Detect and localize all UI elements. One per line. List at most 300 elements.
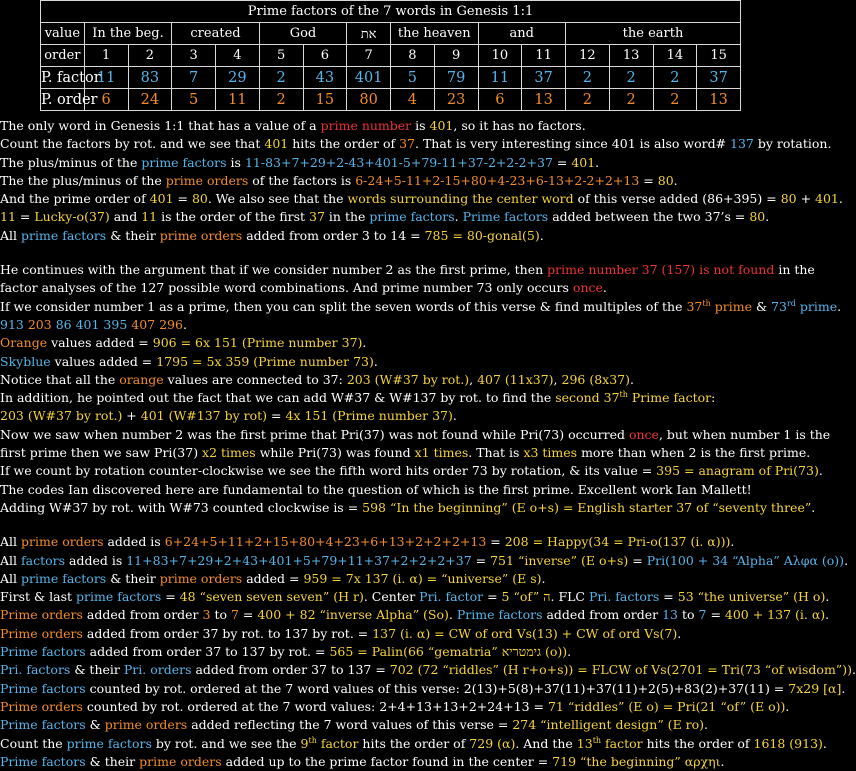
- text-segment: .: [630, 371, 634, 387]
- text-segment: of the factors is: [248, 172, 356, 188]
- text-line: [0, 154, 794, 172]
- text-segment: .: [539, 227, 544, 243]
- text-segment: .: [362, 335, 367, 351]
- text-segment: 86: [55, 316, 72, 332]
- text-segment: 13: [662, 607, 679, 623]
- text-segment: 13: [576, 735, 593, 751]
- text-segment: .: [452, 408, 457, 424]
- text-segment: 137 (i. α) = CW of ord Vs(13) + CW of ord Vs(7): [372, 625, 678, 641]
- text-segment: x3 times: [523, 445, 578, 461]
- text-segment: prime orders: [159, 227, 243, 243]
- text-segment: In addition, he pointed out the fact that we can add W#37 & W#137 by rot. to find the: [0, 390, 556, 406]
- prime-factor-cell: 7: [172, 67, 216, 89]
- text-segment: 407 (11x37): [477, 371, 554, 387]
- order-cell: 7: [347, 45, 391, 67]
- prime-factor-cell: 2: [653, 67, 697, 89]
- text-segment: Notice that all the: [0, 371, 120, 387]
- text-segment: =: [267, 408, 286, 424]
- text-segment: added between the two 37’s =: [548, 209, 750, 225]
- order-cell: 3: [172, 45, 216, 67]
- order-cell: 15: [697, 45, 741, 67]
- text-segment: Count the factors by rot. and we see that: [0, 136, 265, 152]
- text-line: [0, 426, 831, 444]
- text-segment: prime orders: [159, 570, 243, 586]
- text-segment: 1618 (913): [753, 735, 823, 751]
- text-segment: 6+24+5+11+2+15+80+4+23+6+13+2+2+2+13: [164, 534, 487, 550]
- prime-order-cell: 2: [609, 89, 653, 111]
- text-segment: prime orders: [165, 172, 249, 188]
- text-segment: 137: [730, 136, 754, 152]
- text-segment: Pri. orders: [123, 662, 192, 678]
- text-segment: Count the: [0, 735, 67, 751]
- prime-factor-row-label: P. factor: [41, 67, 85, 89]
- text-segment: words surrounding the center word: [347, 191, 574, 207]
- text-line: [0, 570, 794, 588]
- text-segment: 4x 151 (Prime number 37): [285, 408, 453, 424]
- text-segment: prime orders: [139, 753, 222, 769]
- text-segment: Pri. factors: [588, 589, 660, 605]
- text-segment: th: [592, 735, 602, 745]
- text-segment: Skyblue: [0, 353, 51, 369]
- text-segment: 7x29 [α]: [788, 680, 842, 696]
- text-segment: 53 “the universe” (H o): [677, 589, 826, 605]
- table-title: Prime factors of the 7 words in Genesis 1:1: [41, 1, 741, 23]
- prime-factor-cell: 37: [697, 67, 741, 89]
- text-segment: and: [109, 209, 142, 225]
- text-line: [0, 499, 816, 517]
- text-segment: prime factors: [21, 227, 107, 243]
- text-segment: 401 (W#137 by rot): [140, 408, 268, 424]
- order-cell: 10: [478, 45, 522, 67]
- text-line: [0, 208, 794, 226]
- text-line: [0, 606, 830, 624]
- order-cell: 9: [434, 45, 478, 67]
- text-segment: ,: [469, 371, 478, 387]
- text-segment: prime factors: [369, 209, 455, 225]
- text-segment: +: [122, 408, 141, 424]
- text-segment: added is: [65, 552, 127, 568]
- prime-factor-cell: 79: [434, 67, 478, 89]
- prime-factor-cell: 83: [128, 67, 172, 89]
- text-line: [0, 261, 815, 279]
- text-segment: The plus/minus of the: [0, 154, 142, 170]
- text-segment: .: [677, 625, 682, 641]
- text-segment: values added =: [50, 353, 157, 369]
- text-segment: . FLC: [550, 589, 589, 605]
- table-title-row: [41, 1, 741, 23]
- text-segment: hits the order of: [358, 735, 470, 751]
- text-line: [0, 298, 842, 316]
- prime-order-row: [41, 89, 741, 111]
- text-segment: 9: [300, 735, 309, 751]
- text-segment: is: [226, 154, 245, 170]
- order-cell: 4: [216, 45, 260, 67]
- text-line: [0, 735, 827, 753]
- text-segment: 80: [191, 191, 208, 207]
- text-segment: 7: [230, 607, 239, 623]
- text-segment: Prime factor: [627, 390, 712, 406]
- word-group-header: and: [478, 23, 566, 45]
- text-segment: values are connected to 37:: [163, 371, 347, 387]
- text-segment: =: [486, 534, 505, 550]
- text-segment: =: [706, 607, 725, 623]
- prime-order-cell: 2: [566, 89, 610, 111]
- text-segment: 401: [815, 191, 839, 207]
- text-line: [0, 462, 823, 480]
- text-segment: 959 = 7x 137 (i. α) = “universe” (E s): [303, 570, 542, 586]
- prime-order-cell: 80: [347, 89, 391, 111]
- text-segment: 598 “In the beginning” (E o+s) = English starter 37 of “seventy three”: [362, 499, 812, 515]
- text-segment: .: [785, 698, 790, 714]
- text-segment: 11: [0, 209, 16, 225]
- order-cell: 2: [128, 45, 172, 67]
- prime-order-cell: 4: [391, 89, 435, 111]
- text-segment: orange: [119, 371, 164, 387]
- text-segment: Prime factors: [0, 644, 86, 660]
- text-segment: 400 + 82 “inverse Alpha” (So): [257, 607, 449, 623]
- text-segment: 71 “riddles” (E o) = Pri(21 “of” (E o)): [547, 698, 786, 714]
- text-segment: =: [471, 552, 491, 568]
- order-cell: 8: [391, 45, 435, 67]
- text-segment: 5 “of” ה: [501, 589, 551, 605]
- text-segment: factor: [316, 735, 359, 751]
- order-row: [41, 45, 741, 67]
- text-segment: And the prime order of: [0, 191, 150, 207]
- text-line: [0, 625, 794, 643]
- paragraph-gap: [0, 517, 794, 533]
- text-segment: prime factors: [66, 735, 152, 751]
- text-segment: 296: [159, 316, 183, 332]
- prime-order-cell: 2: [259, 89, 303, 111]
- text-segment: =: [15, 209, 35, 225]
- prime-order-cell: 6: [84, 89, 128, 111]
- prime-factors-table: [40, 0, 741, 111]
- text-segment: =: [552, 154, 572, 170]
- text-segment: 401: [75, 316, 100, 332]
- text-segment: 3: [202, 607, 211, 623]
- text-segment: by rot. and we see the: [151, 735, 301, 751]
- text-segment: 395: [103, 316, 128, 332]
- order-cell: 12: [566, 45, 610, 67]
- text-segment: Orange: [0, 335, 48, 351]
- text-segment: added from order 37 by rot. to 137 by rot. =: [82, 625, 373, 641]
- text-segment: .: [811, 499, 816, 515]
- text-segment: added from order 37 to 137 by rot. =: [85, 644, 330, 660]
- text-segment: 11+83+7+29+2+43+401+5+79+11+37+2+2+2+37: [126, 552, 472, 568]
- order-cell: 5: [259, 45, 303, 67]
- text-segment: x2 times: [202, 445, 256, 461]
- prime-order-cell: 13: [697, 89, 741, 111]
- text-segment: added from order: [542, 607, 663, 623]
- order-row-label: order: [41, 45, 85, 67]
- word-group-header: created: [172, 23, 260, 45]
- text-segment: added is: [103, 534, 165, 550]
- prime-factor-cell: 11: [478, 67, 522, 89]
- text-segment: th: [702, 298, 711, 308]
- word-group-header: the earth: [566, 23, 741, 45]
- text-segment: Prime orders: [0, 625, 83, 641]
- text-line: [0, 371, 794, 389]
- text-segment: prime orders: [21, 534, 104, 550]
- text-segment: 80: [657, 172, 674, 188]
- text-segment: in the: [774, 262, 815, 278]
- text-segment: Prime factors: [0, 717, 86, 733]
- text-segment: once: [572, 280, 603, 296]
- text-segment: Prime factors: [0, 680, 86, 696]
- value-row: [41, 23, 741, 45]
- text-line: [0, 334, 794, 352]
- prime-factors-table-container: [40, 0, 741, 111]
- text-line: [0, 753, 794, 771]
- text-line: [0, 661, 856, 679]
- text-segment: =: [173, 191, 192, 207]
- text-segment: .: [837, 298, 842, 314]
- word-group-header: את: [347, 23, 391, 45]
- text-segment: 751 “inverse” (E o+s): [490, 552, 629, 568]
- prime-order-cell: 23: [434, 89, 478, 111]
- text-segment: x1 times: [414, 445, 469, 461]
- text-segment: added from order 37 to 137 =: [191, 662, 390, 678]
- text-segment: . That is very interesting since 401 is also word#: [415, 136, 731, 152]
- text-segment: Pri. factors: [0, 662, 71, 678]
- text-segment: .: [818, 463, 823, 479]
- text-segment: All: [0, 570, 21, 586]
- text-segment: . Center: [363, 589, 420, 605]
- word-group-header: the heaven: [391, 23, 479, 45]
- text-segment: added reflecting the 7 word values of this verse =: [187, 717, 513, 733]
- text-segment: He continues with the argument that if we consider number 2 as the first prime, then: [0, 262, 548, 278]
- text-segment: 11: [141, 209, 158, 225]
- text-segment: 401: [149, 191, 174, 207]
- prime-order-cell: 2: [653, 89, 697, 111]
- text-segment: , so it has no factors.: [453, 118, 586, 133]
- text-segment: 1795 = 5x 359 (Prime number 73): [156, 353, 374, 369]
- text-segment: =: [238, 607, 258, 623]
- text-segment: .: [841, 680, 846, 696]
- text-segment: .: [844, 552, 849, 568]
- text-segment: If we count by rotation counter-clockwise we see the fifth word hits order 73 by rotation, & its value =: [0, 463, 657, 479]
- order-cell: 6: [303, 45, 347, 67]
- text-line: [0, 643, 794, 661]
- text-segment: & their: [106, 570, 160, 586]
- text-segment: Prime factors: [456, 607, 543, 623]
- text-segment: to: [210, 607, 231, 623]
- text-segment: . That is: [468, 445, 524, 461]
- text-segment: factor: [601, 735, 643, 751]
- text-line: [0, 389, 794, 407]
- text-segment: .: [838, 191, 843, 207]
- text-segment: Prime factors: [462, 209, 549, 225]
- text-segment: .: [454, 209, 463, 225]
- text-segment: 401: [264, 136, 289, 152]
- text-segment: while Pri(73) was found: [255, 445, 415, 461]
- text-segment: =: [639, 172, 658, 188]
- text-line: [0, 135, 832, 153]
- text-segment: Prime orders: [0, 698, 83, 714]
- text-segment: prime: [710, 298, 752, 314]
- text-segment: .: [730, 534, 735, 550]
- text-line: [0, 353, 794, 371]
- text-line: [0, 407, 794, 425]
- text-segment: 729 (α): [469, 735, 516, 751]
- text-segment: added up to the prime factor found in the center =: [221, 753, 553, 769]
- text-segment: .: [825, 589, 830, 605]
- text-segment: =: [628, 552, 647, 568]
- order-cell: 14: [653, 45, 697, 67]
- text-segment: Prime orders: [0, 607, 83, 623]
- text-segment: .: [567, 644, 572, 660]
- text-segment: &: [85, 717, 105, 733]
- text-segment: 37: [399, 136, 416, 152]
- prime-order-cell: 13: [522, 89, 566, 111]
- text-segment: rd: [786, 298, 796, 308]
- text-line: [0, 698, 794, 716]
- text-segment: .: [720, 753, 725, 769]
- text-segment: :: [711, 390, 716, 406]
- text-line: [0, 481, 794, 499]
- text-segment: factor analyses of the 127 possible word combinations. And prime number 73 only occurs: [0, 280, 573, 296]
- text-segment: is the order of the first: [157, 209, 310, 225]
- prime-order-cell: 15: [303, 89, 347, 111]
- text-segment: The codes Ian discovered here are fundamental to the question of which is the first prime. Excellent work Ian Mallett!: [0, 481, 752, 497]
- text-segment: . We also see that the: [207, 191, 348, 207]
- text-segment: .: [602, 280, 607, 296]
- text-segment: 296 (8x37): [561, 371, 630, 387]
- text-segment: 203 (W#37 by rot.): [346, 371, 470, 387]
- text-segment: 11-83+7+29+2-43+401-5+79-11+37-2+2-2+37: [244, 154, 553, 170]
- text-segment: .: [822, 735, 827, 751]
- text-segment: 80: [780, 191, 797, 207]
- text-segment: prime number: [320, 118, 412, 133]
- text-segment: second 37: [555, 390, 620, 406]
- text-segment: prime factors: [21, 570, 107, 586]
- text-segment: .: [448, 607, 457, 623]
- text-segment: Now we saw when number 2 was the first prime that Pri(37) was not found while Pri(73) occurred: [0, 426, 629, 442]
- text-segment: .: [595, 154, 600, 170]
- prime-order-cell: 24: [128, 89, 172, 111]
- text-segment: All: [0, 552, 21, 568]
- prime-order-cell: 11: [216, 89, 260, 111]
- text-line: [0, 533, 794, 551]
- text-segment: 565 = Palin(66 “gematria” גימטריא (o)): [329, 644, 568, 660]
- order-cell: 13: [609, 45, 653, 67]
- text-segment: added from order 3 to 14 =: [242, 227, 425, 243]
- text-segment: 203: [27, 316, 52, 332]
- prime-factor-cell: 5: [391, 67, 435, 89]
- text-segment: .: [825, 607, 830, 623]
- text-segment: 203 (W#37 by rot.): [0, 408, 123, 424]
- text-segment: to: [678, 607, 699, 623]
- text-segment: first prime then we saw Pri(37): [0, 445, 203, 461]
- text-segment: 401: [571, 154, 596, 170]
- prime-factor-cell: 43: [303, 67, 347, 89]
- text-line: [0, 316, 794, 334]
- text-segment: 906 = 6x 151 (Prime number 37): [152, 335, 363, 351]
- text-segment: 913: [0, 316, 24, 332]
- text-segment: All: [0, 227, 21, 243]
- text-segment: ,: [553, 371, 562, 387]
- text-segment: The the plus/minus of the: [0, 172, 166, 188]
- text-segment: in the: [324, 209, 370, 225]
- text-segment: th: [619, 390, 628, 399]
- text-segment: added from order: [82, 607, 203, 623]
- text-segment: 48 “seven seven seven” (H r): [179, 589, 364, 605]
- text-segment: If we consider number 1 as a prime, then you can split the seven words of this verse & find multiples of the: [0, 298, 687, 314]
- text-segment: .: [373, 353, 378, 369]
- text-segment: Pri(100 + 34 “Alpha” Αλφα (o)): [646, 552, 845, 568]
- text-segment: once: [628, 426, 659, 442]
- text-line: [0, 716, 794, 734]
- commentary-text: [0, 117, 856, 771]
- text-line: [0, 680, 846, 698]
- text-segment: 785 = 80-gonal(5): [424, 227, 540, 243]
- text-segment: Lucky-o(37): [34, 209, 110, 225]
- text-line: [0, 227, 794, 245]
- text-line: [0, 117, 794, 135]
- word-group-header: In the beg.: [84, 23, 172, 45]
- text-line: [0, 190, 843, 208]
- prime-factor-cell: 37: [522, 67, 566, 89]
- text-line: [0, 172, 794, 190]
- text-segment: +: [796, 191, 816, 207]
- text-segment: .: [851, 662, 856, 678]
- text-segment: by rotation.: [753, 136, 832, 152]
- prime-order-row-label: P. order: [41, 89, 85, 111]
- text-segment: prime: [795, 298, 838, 314]
- text-segment: values added =: [47, 335, 153, 351]
- text-segment: & their: [70, 662, 124, 678]
- text-segment: =: [659, 589, 678, 605]
- text-segment: hits the order of: [642, 735, 754, 751]
- text-segment: 73: [771, 298, 787, 314]
- prime-factor-row: [41, 67, 741, 89]
- text-segment: , but when number 1 is the: [658, 426, 831, 442]
- text-segment: First & last: [0, 589, 77, 605]
- prime-order-cell: 5: [172, 89, 216, 111]
- prime-factor-cell: 2: [259, 67, 303, 89]
- text-segment: 6-24+5-11+2-15+80+4-23+6-13+2-2+2+13: [355, 172, 640, 188]
- text-segment: counted by rot. ordered at the 7 word values: 2+4+13+13+2+24+13 =: [82, 698, 548, 714]
- prime-factor-cell: 401: [347, 67, 391, 89]
- text-segment: 37: [686, 298, 703, 314]
- text-segment: &: [751, 298, 772, 314]
- text-segment: factors: [21, 552, 66, 568]
- value-row-label: value: [41, 23, 85, 45]
- text-segment: 395 = anagram of Pri(73): [656, 463, 819, 479]
- text-segment: 407: [131, 316, 156, 332]
- prime-factor-cell: 11: [84, 67, 128, 89]
- text-segment: 719 “the beginning” αρχηι: [552, 753, 721, 769]
- text-segment: 80: [749, 209, 766, 225]
- prime-order-cell: 6: [478, 89, 522, 111]
- text-segment: prime orders: [104, 717, 188, 733]
- text-segment: 401: [429, 118, 454, 133]
- text-segment: more than when 2 is the first prime.: [577, 445, 811, 461]
- text-line: [0, 552, 849, 570]
- text-segment: =: [483, 589, 502, 605]
- text-segment: . And the: [515, 735, 577, 751]
- text-segment: 208 = Happy(34 = Pri-o(137 (i. α))): [504, 534, 731, 550]
- text-segment: Adding W#37 by rot. with W#73 counted clockwise is =: [0, 499, 363, 515]
- text-segment: .: [704, 717, 709, 733]
- order-cell: 1: [84, 45, 128, 67]
- text-segment: & their: [85, 753, 140, 769]
- text-segment: .: [541, 570, 546, 586]
- word-group-header: God: [259, 23, 347, 45]
- text-segment: & their: [106, 227, 160, 243]
- order-cell: 11: [522, 45, 566, 67]
- text-segment: prime factors: [76, 589, 162, 605]
